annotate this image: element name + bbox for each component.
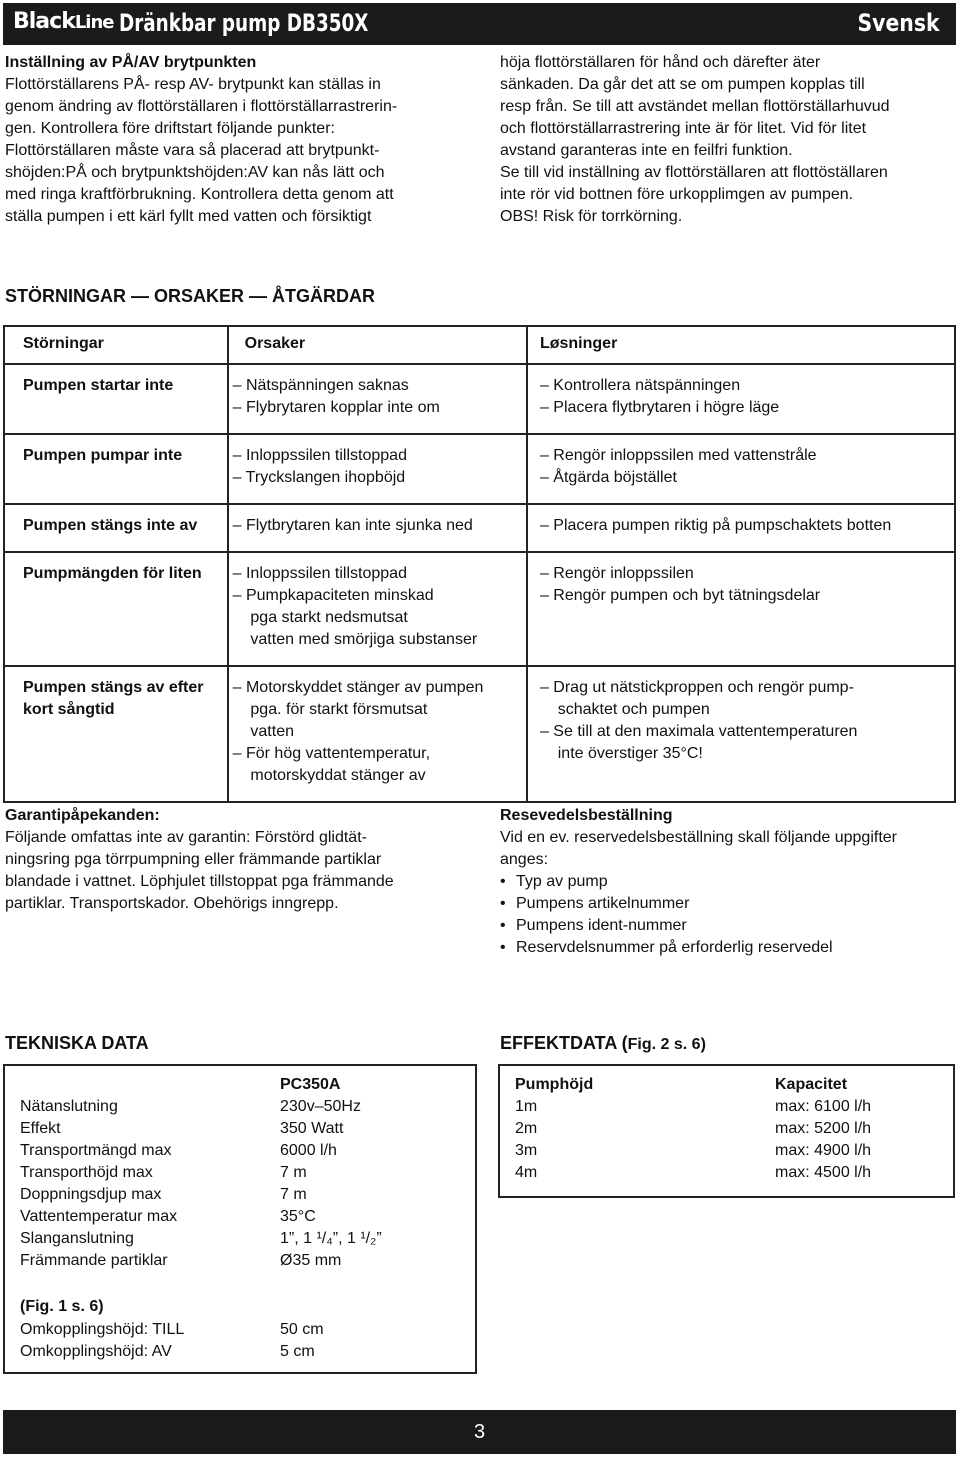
- faults-row: [4, 364, 955, 434]
- fault-solution-cell: [527, 434, 955, 504]
- fault-cause: vatten med smörjiga substanser: [232, 631, 478, 648]
- intro-left-line: genom ändring av flottörställaren i flottörställarrastrerin-: [5, 98, 398, 115]
- intro-left-line: ställa pumpen i ett kärl fyllt med vatten och försiktigt: [5, 208, 372, 225]
- spares-lines: [500, 827, 955, 871]
- fault-problem: kort sångtid: [23, 701, 115, 718]
- tech-value: 7 m: [280, 1164, 307, 1181]
- intro-left-lines: [5, 74, 475, 228]
- intro-left-line: Flottörställaren måste vara så placerad att brytpunkt-: [5, 142, 380, 159]
- warranty-line: partiklar. Transportskador. Obehörigs inngrepp.: [5, 895, 339, 912]
- brand-text: Black: [13, 9, 75, 34]
- fault-solution: – Se till at den maximala vattentemperaturen: [539, 723, 858, 740]
- fault-solution: – Rengör pumpen och byt tätningsdelar: [539, 587, 821, 604]
- faults-row: [4, 666, 955, 802]
- intro-left-line: shöjden:PÅ och brytpunktshöjden:AV kan nås lätt och: [5, 164, 385, 181]
- tech-title: TEKNISKA DATA: [5, 1033, 149, 1053]
- fault-cause: – Motorskyddet stänger av pumpen: [232, 679, 484, 696]
- faults-row: [4, 552, 955, 666]
- page-title: Dränkbar pump DB350X: [119, 9, 369, 37]
- spares-section: [500, 805, 955, 959]
- fault-problem-cell: [4, 552, 228, 666]
- effect-title: [500, 1033, 706, 1054]
- faults-table: [3, 325, 956, 803]
- fault-problem-cell: [4, 504, 228, 552]
- header-bar: [3, 3, 956, 45]
- effect-capacity: max: 5200 l/h: [775, 1120, 872, 1137]
- effect-height: 3m: [515, 1142, 538, 1159]
- intro-right-line: inte rör vid bottnen före urkopplimgen av pumpen.: [500, 186, 854, 203]
- faults-header: Orsaker: [228, 326, 527, 364]
- faults-header-row: [4, 326, 955, 364]
- intro-heading: Inställning av PÅ/AV brytpunkten: [5, 54, 257, 71]
- bullet-icon: •: [500, 939, 506, 956]
- fault-cause: – För hög vattentemperatur,: [232, 745, 431, 762]
- intro-left: [5, 52, 475, 228]
- warranty-line: Följande omfattas inte av garantin: Förstörd glidtät-: [5, 829, 367, 846]
- spares-bullet-text: Pumpens ident-nummer: [516, 917, 687, 934]
- fault-solution: – Rengör inloppssilen: [539, 565, 694, 582]
- spares-line: Vid en ev. reservedelsbeställning skall följande uppgifter: [500, 829, 897, 846]
- fault-cause: – Inloppssilen tillstoppad: [232, 565, 407, 582]
- intro-right-line: OBS! Risk för torrkörning.: [500, 208, 683, 225]
- switch-value: 50 cm: [280, 1321, 324, 1338]
- tech-label: Främmande partiklar: [20, 1252, 168, 1269]
- effect-box: [498, 1064, 955, 1198]
- language-label: Svensk: [857, 9, 940, 37]
- fault-solution: – Placera flytbrytaren i högre läge: [539, 399, 780, 416]
- faults-header: Störningar: [4, 326, 228, 364]
- spares-heading: Resevedelsbeställning: [500, 807, 673, 824]
- effect-col-header: Pumphöjd: [515, 1076, 594, 1093]
- bullet-icon: •: [500, 873, 506, 890]
- tech-value: 35°C: [280, 1208, 316, 1225]
- fault-problem-cell: [4, 666, 228, 802]
- fault-solution: inte överstiger 35°C!: [539, 745, 703, 762]
- tech-value: 230v–50Hz: [280, 1098, 361, 1115]
- tech-label: Nätanslutning: [20, 1098, 118, 1115]
- tech-model: PC350A: [280, 1076, 341, 1093]
- effect-height: 4m: [515, 1164, 538, 1181]
- fault-solution-cell: [527, 364, 955, 434]
- tech-label: Doppningsdjup max: [20, 1186, 162, 1203]
- intro-left-line: gen. Kontrollera före driftstart följande punkter:: [5, 120, 335, 137]
- switch-label: Omkopplingshöjd: TILL: [20, 1321, 185, 1338]
- fault-cause: – Flybrytaren kopplar inte om: [232, 399, 440, 416]
- fault-cause-cell: [228, 552, 527, 666]
- fault-cause: – Flytbrytaren kan inte sjunka ned: [232, 517, 473, 534]
- fault-cause-cell: [228, 666, 527, 802]
- faults-title: STÖRNINGAR — ORSAKER — ÅTGÄRDAR: [5, 286, 376, 306]
- tech-value: 6000 l/h: [280, 1142, 337, 1159]
- fault-cause: – Inloppssilen tillstoppad: [232, 447, 407, 464]
- fault-problem-cell: [4, 364, 228, 434]
- effect-title-ref: Fig. 2 s. 6): [627, 1036, 706, 1053]
- fault-solution: – Åtgärda böjstället: [539, 469, 677, 486]
- fault-problem: Pumpen startar inte: [23, 377, 174, 394]
- fault-problem: Pumpen stängs inte av: [23, 517, 198, 534]
- fault-solution: – Drag ut nätstickproppen och rengör pump-: [539, 679, 854, 696]
- spares-bullet: [500, 937, 955, 959]
- fault-solution-cell: [527, 504, 955, 552]
- brand-text-2: Line: [74, 12, 114, 33]
- effect-capacity: max: 4500 l/h: [775, 1164, 872, 1181]
- fault-solution: – Rengör inloppssilen med vattenstråle: [539, 447, 817, 464]
- fault-cause: motorskyddat stänger av: [232, 767, 426, 784]
- fault-problem-cell: [4, 434, 228, 504]
- fault-cause: pga. för starkt försmutsat: [232, 701, 428, 718]
- tech-value: 7 m: [280, 1186, 307, 1203]
- tech-fig-ref: (Fig. 1 s. 6): [20, 1298, 104, 1315]
- intro-left-line: Flottörställarens PÅ- resp AV- brytpunkt kan ställas in: [5, 76, 381, 93]
- fault-cause-cell: [228, 504, 527, 552]
- spares-bullet-text: Typ av pump: [516, 873, 608, 890]
- fault-cause-cell: [228, 434, 527, 504]
- effect-col-header: Kapacitet: [775, 1076, 848, 1093]
- intro-right-line: och flottörställarrastrering inte är för litet. Vid för litet: [500, 120, 867, 137]
- bullet-icon: •: [500, 895, 506, 912]
- spares-bullet: [500, 893, 955, 915]
- intro-left-line: med ringa kraftförbrukning. Kontrollera detta genom att: [5, 186, 394, 203]
- tech-value: 350 Watt: [280, 1120, 344, 1137]
- spares-line: anges:: [500, 851, 549, 868]
- effect-capacity: max: 4900 l/h: [775, 1142, 872, 1159]
- tech-label: Slanganslutning: [20, 1230, 134, 1247]
- faults-row: [4, 434, 955, 504]
- fault-problem: Pumpen stängs av efter: [23, 679, 204, 696]
- effect-height: 1m: [515, 1098, 538, 1115]
- brand-logo: [13, 9, 114, 34]
- intro-right-lines: [500, 52, 955, 228]
- effect-title-text: EFFEKTDATA (: [500, 1033, 628, 1053]
- effect-capacity: max: 6100 l/h: [775, 1098, 872, 1115]
- tech-label: Transportmängd max: [20, 1142, 172, 1159]
- intro-right-line: Se till vid inställning av flottörställaren att flottöställaren: [500, 164, 888, 181]
- spares-bullet: [500, 871, 955, 893]
- switch-label: Omkopplingshöjd: AV: [20, 1343, 172, 1360]
- intro-right-line: avstand garanteras inte en feilfri funktion.: [500, 142, 793, 159]
- fault-solution-cell: [527, 552, 955, 666]
- faults-header: Løsninger: [527, 326, 955, 364]
- tech-label: Vattentemperatur max: [20, 1208, 178, 1225]
- tech-value: 1”, 1 ¹/₄”, 1 ¹/₂”: [280, 1230, 382, 1247]
- fault-cause: – Tryckslangen ihopböjd: [232, 469, 406, 486]
- fault-solution: – Kontrollera nätspänningen: [539, 377, 741, 394]
- switch-value: 5 cm: [280, 1343, 315, 1360]
- tech-box: [3, 1064, 477, 1374]
- fault-solution: – Placera pumpen riktig på pumpschaktets botten: [539, 517, 892, 534]
- bullet-icon: •: [500, 917, 506, 934]
- fault-cause: pga starkt nedsmutsat: [232, 609, 408, 626]
- spares-bullet: [500, 915, 955, 937]
- intro-right-line: sänkaden. Da går det att se om pumpen kopplas till: [500, 76, 865, 93]
- fault-cause: – Pumpkapaciteten minskad: [232, 587, 434, 604]
- fault-solution-cell: [527, 666, 955, 802]
- tech-label: Transporthöjd max: [20, 1164, 153, 1181]
- fault-cause: vatten: [232, 723, 294, 740]
- fault-problem: Pumpmängden för liten: [23, 565, 202, 582]
- footer-bar: [3, 1410, 956, 1454]
- intro-right: [500, 52, 955, 228]
- spares-bullets: [500, 871, 955, 959]
- intro-right-line: resp från. Se till att avständet mellan flottörställarhuvud: [500, 98, 890, 115]
- tech-value: Ø35 mm: [280, 1252, 342, 1269]
- tech-label: Effekt: [20, 1120, 61, 1137]
- effect-height: 2m: [515, 1120, 538, 1137]
- fault-problem: Pumpen pumpar inte: [23, 447, 183, 464]
- intro-right-line: höja flottörställaren för hånd och därefter äter: [500, 54, 821, 71]
- warranty-heading: Garantipåpekanden:: [5, 807, 160, 824]
- spares-bullet-text: Pumpens artikelnummer: [516, 895, 690, 912]
- fault-solution: schaktet och pumpen: [539, 701, 710, 718]
- page-number: 3: [473, 1421, 486, 1443]
- warranty-line: ningsring pga törrpumpning eller främmande partiklar: [5, 851, 382, 868]
- warranty-line: blandade i vattnet. Löphjulet tillstoppat pga främmande: [5, 873, 394, 890]
- faults-row: [4, 504, 955, 552]
- warranty-lines: [5, 827, 475, 915]
- fault-cause: – Nätspänningen saknas: [232, 377, 409, 394]
- spares-bullet-text: Reservdelsnummer på erforderlig reservedel: [516, 939, 833, 956]
- fault-cause-cell: [228, 364, 527, 434]
- warranty-section: [5, 805, 475, 915]
